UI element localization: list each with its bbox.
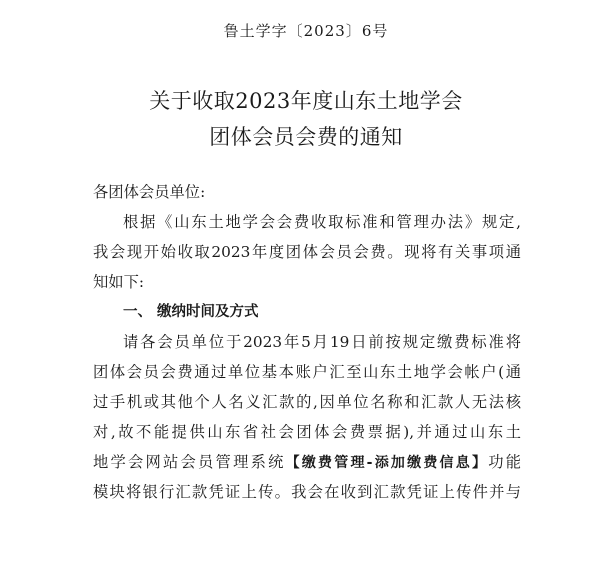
title-line-1: 关于收取2023年度山东土地学会 xyxy=(149,89,463,113)
system-function-name: 【缴费管理-添加缴费信息】 xyxy=(285,455,489,471)
title-line-2: 团体会员会费的通知 xyxy=(209,125,403,149)
section-line-5 xyxy=(93,447,521,477)
document-body xyxy=(93,177,521,507)
section-line-4: 对,故不能提供山东省社会团体会费票据),并通过山东土 xyxy=(93,423,521,441)
section-line-6: 模块将银行汇款凭证上传。我会在收到汇款凭证上传件并与 xyxy=(93,483,521,501)
section-heading: 一、 缴纳时间及方式 xyxy=(123,304,259,320)
section-line-1: 请各会员单位于2023年5月19日前按规定缴费标准将 xyxy=(123,333,521,351)
section-line-3: 过手机或其他个人名义汇款的,因单位名称和汇款人无法核 xyxy=(93,393,521,411)
salutation: 各团体会员单位: xyxy=(93,183,206,201)
intro-line-1: 根据《山东土地学会会费收取标准和管理办法》规定, xyxy=(123,213,521,231)
section-line-2: 团体会员会费通过单位基本账户汇至山东土地学会帐户(通 xyxy=(93,363,521,381)
section-line-5-suffix: 功能 xyxy=(488,453,521,471)
intro-line-3: 知如下: xyxy=(93,273,145,291)
section-line-5-prefix: 地学会网站会员管理系统 xyxy=(93,453,286,471)
intro-line-2: 我会现开始收取2023年度团体会员会费。现将有关事项通 xyxy=(93,243,521,261)
document-number: 鲁土学字〔2023〕6号 xyxy=(223,22,389,40)
